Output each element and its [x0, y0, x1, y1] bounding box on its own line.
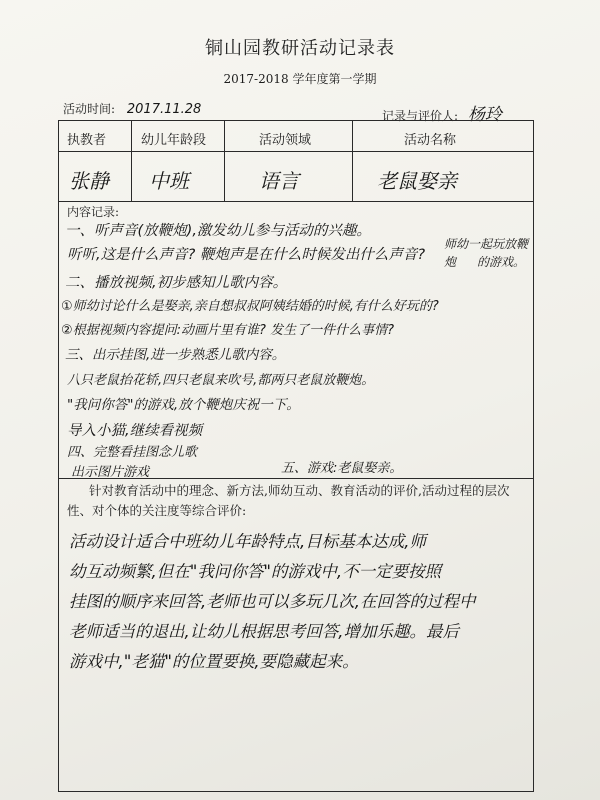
- content-note: "我问你答"的游戏,放个鞭炮庆祝一下。: [67, 397, 300, 413]
- evaluation-line: 幼互动频繁,但在"我问你答"的游戏中,不一定要按照: [69, 562, 442, 581]
- col-divider-1: [131, 121, 132, 201]
- content-note: 八只老鼠抬花轿,四只老鼠来吹号,都两只老鼠放鞭炮。: [67, 373, 375, 388]
- reviewer-signature: 杨玲: [467, 105, 502, 125]
- reviewer-label: 记录与评价人:: [382, 109, 459, 123]
- activity-time-value: 2017.11.28: [126, 102, 202, 117]
- col-divider-3: [352, 121, 353, 201]
- game-note: 五、游戏:老鼠娶亲。: [281, 461, 403, 476]
- evaluation-prompt: 针对教育活动中的理念、新方法,师幼互动、教育活动的评价,活动过程的层次性、对个体的关注度等综合评价:: [67, 483, 510, 518]
- content-label: 内容记录:: [67, 205, 120, 219]
- activity-time: [63, 100, 201, 117]
- evaluation-line: 老师适当的退出,让幼儿根据思考回答,增加乐趣。最后: [69, 622, 459, 641]
- content-note: 出示图片游戏: [71, 465, 150, 480]
- col-header-teacher: 执教者: [67, 133, 107, 148]
- content-note: 二、播放视频,初步感知儿歌内容。: [65, 275, 288, 291]
- semester-subtitle: 2017-2018 学年度第一学期: [223, 72, 377, 86]
- page-title: 铜山园教研活动记录表: [205, 38, 395, 59]
- activity-name-value: 老鼠娶亲: [377, 169, 457, 193]
- info-row-divider: [59, 201, 533, 202]
- content-note: 一、听声音(放鞭炮),激发幼儿参与活动的兴趣。: [65, 223, 371, 239]
- content-note: 四、完整看挂图念儿歌: [67, 445, 198, 460]
- content-note: ②根据视频内容提问:动画片里有谁? 发生了一件什么事情?: [61, 323, 394, 338]
- content-note: ①师幼讨论什么是娶亲,亲自想叔叔阿姨结婚的时候,有什么好玩的?: [61, 299, 439, 314]
- side-note-line: 师幼一起玩放鞭炮: [444, 237, 529, 269]
- col-header-activity-name: 活动名称: [404, 133, 457, 148]
- evaluation-line: 游戏中,"老猫"的位置要换,要隐藏起来。: [69, 652, 359, 671]
- content-note: 听听,这是什么声音? 鞭炮声是在什么时候发出什么声音?: [67, 247, 426, 263]
- teacher-value: 张静: [69, 169, 109, 193]
- activity-time-label: 活动时间:: [63, 102, 116, 116]
- col-divider-2: [224, 121, 225, 201]
- record-table: [58, 120, 534, 792]
- content-note: 导入小猫,继续看视频: [67, 423, 203, 439]
- col-header-domain: 活动领域: [259, 133, 312, 148]
- col-header-age-group: 幼儿年龄段: [141, 133, 207, 148]
- evaluation-line: 活动设计适合中班幼儿年龄特点,目标基本达成,师: [69, 532, 426, 551]
- evaluation-line: 挂图的顺序来回答,老师也可以多玩几次,在回答的过程中: [69, 592, 476, 611]
- domain-value: 语言: [259, 169, 299, 193]
- side-note-line: 的游戏。: [477, 255, 526, 269]
- content-note: 三、出示挂图,进一步熟悉儿歌内容。: [65, 347, 286, 363]
- age-group-value: 中班: [149, 169, 189, 193]
